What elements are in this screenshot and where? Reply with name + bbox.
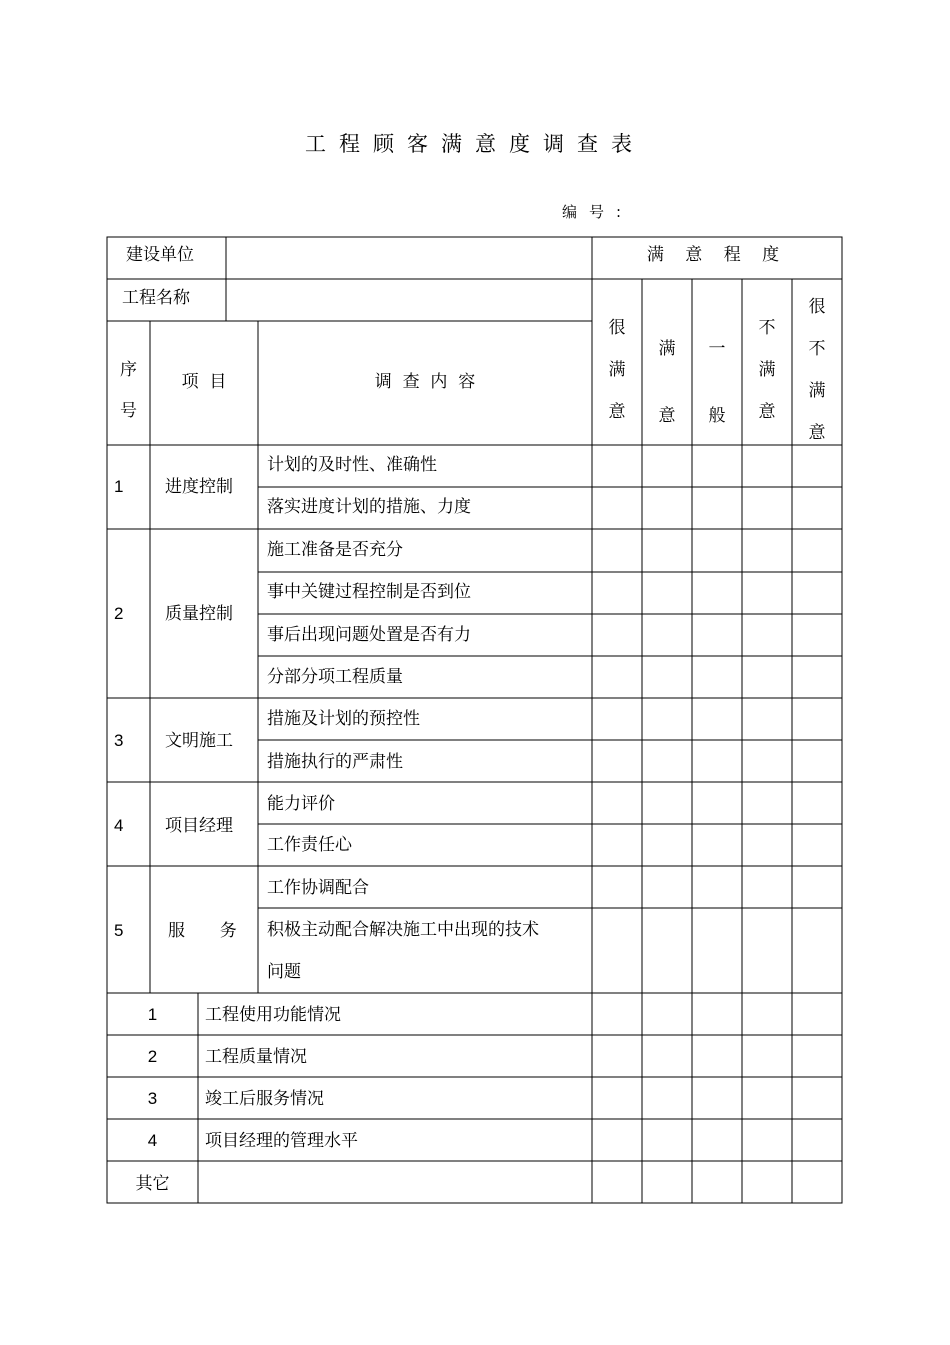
survey-content: 能力评价 xyxy=(267,794,335,814)
satisfaction-header: 满 意 程 度 xyxy=(646,245,788,265)
level-unsatisfied: 不 满 意 xyxy=(758,318,776,422)
other-label: 其它 xyxy=(135,1174,170,1194)
survey-content: 措施及计划的预控性 xyxy=(267,709,420,729)
section-item: 文明施工 xyxy=(165,731,233,751)
overall-number: 1 xyxy=(147,1005,158,1024)
level-very-unsatisfied: 很 不 满 意 xyxy=(808,297,826,443)
section-item: 进度控制 xyxy=(165,477,233,497)
overall-item: 竣工后服务情况 xyxy=(205,1089,324,1109)
section-number: 1 xyxy=(114,477,124,496)
section-number: 4 xyxy=(114,816,124,835)
overall-number: 2 xyxy=(147,1047,158,1066)
level-average: 一 般 xyxy=(708,339,726,426)
section-number: 3 xyxy=(114,731,124,750)
col-header-content: 调 查 内 容 xyxy=(374,372,476,392)
level-satisfied: 满 意 xyxy=(658,339,676,426)
col-header-no: 序 号 xyxy=(120,360,137,421)
overall-number: 4 xyxy=(147,1131,158,1150)
section-item: 项目经理 xyxy=(165,816,233,836)
survey-content: 事中关键过程控制是否到位 xyxy=(267,582,471,602)
col-header-item: 项 目 xyxy=(181,372,227,392)
survey-content: 措施执行的严肃性 xyxy=(267,752,403,772)
overall-item: 工程质量情况 xyxy=(205,1047,307,1067)
section-number: 2 xyxy=(114,604,124,623)
form-title: 工程顾客满意度调查表 xyxy=(305,132,645,156)
survey-content: 工作协调配合 xyxy=(267,878,369,898)
overall-item: 项目经理的管理水平 xyxy=(205,1131,358,1151)
section-item: 质量控制 xyxy=(165,604,233,624)
serial-label: 编号: xyxy=(562,203,634,221)
survey-content: 事后出现问题处置是否有力 xyxy=(267,625,471,645)
section-number: 5 xyxy=(114,921,124,940)
survey-content: 问题 xyxy=(267,962,301,982)
survey-content: 积极主动配合解决施工中出现的技术 xyxy=(267,920,539,940)
survey-content: 计划的及时性、准确性 xyxy=(267,455,437,475)
survey-content: 分部分项工程质量 xyxy=(267,667,403,687)
survey-content: 落实进度计划的措施、力度 xyxy=(267,497,471,517)
construction-unit-label: 建设单位 xyxy=(126,245,194,265)
survey-content: 工作责任心 xyxy=(267,835,352,855)
survey-content: 施工准备是否充分 xyxy=(267,540,403,560)
overall-number: 3 xyxy=(147,1089,158,1108)
section-item: 服 务 xyxy=(168,921,245,941)
project-name-label: 工程名称 xyxy=(122,288,190,308)
overall-item: 工程使用功能情况 xyxy=(205,1005,341,1025)
level-very-satisfied: 很 满 意 xyxy=(608,318,626,422)
